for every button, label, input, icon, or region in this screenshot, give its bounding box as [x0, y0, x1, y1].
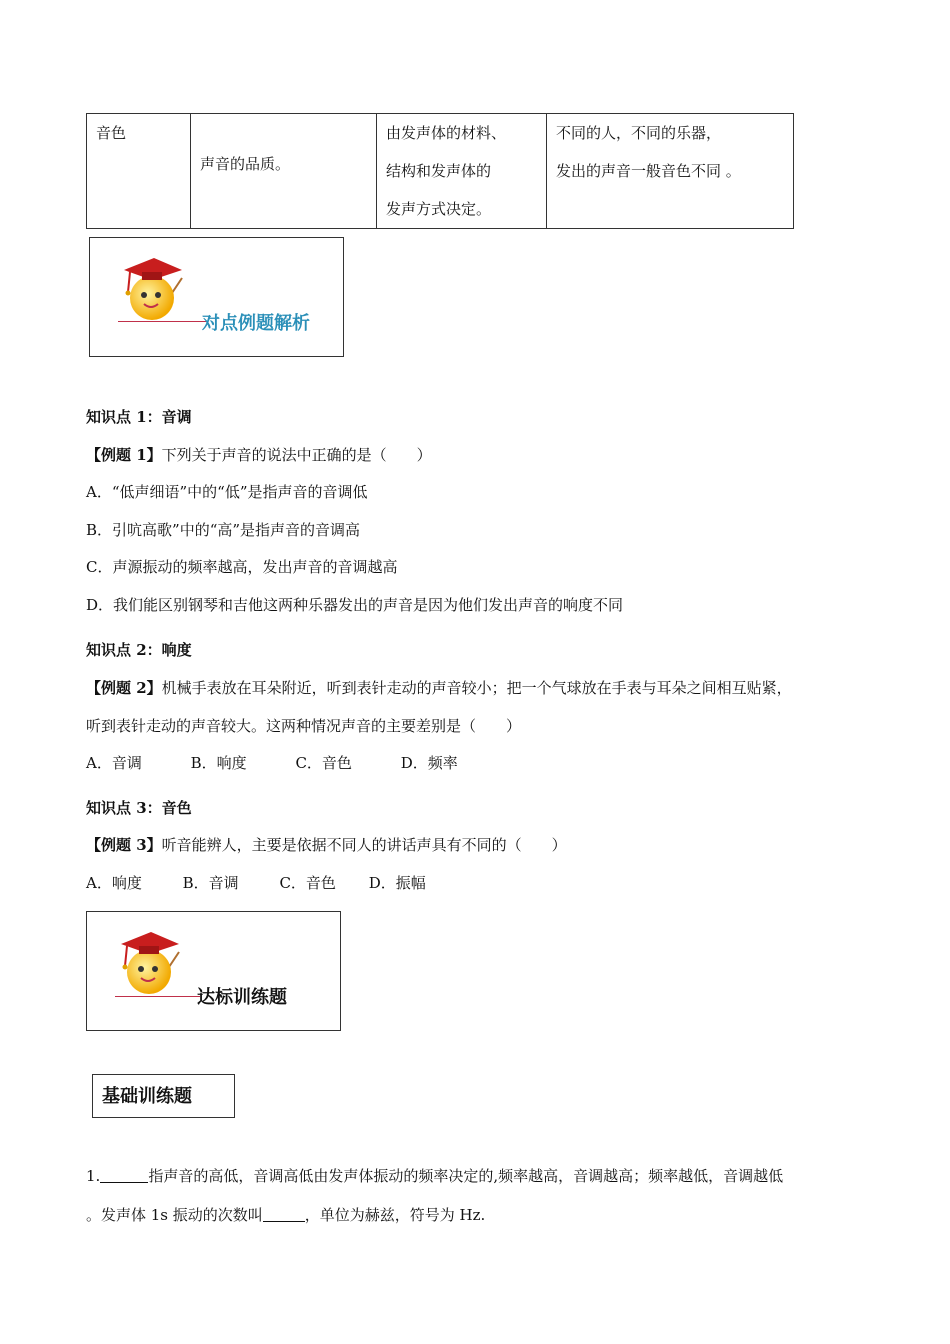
factor-line: 发声方式决定。	[386, 200, 492, 218]
option-c: C．声源振动的频率越高，发出声音的音调越高	[86, 558, 398, 576]
banner-underline	[115, 996, 200, 997]
training-banner	[86, 911, 341, 1031]
question-text: 机械手表放在耳朵附近，听到表针走动的声音较小；把一个气球放在手表与耳朵之间相互贴紧，	[161, 679, 792, 697]
example1-question	[86, 444, 432, 465]
example3-question	[86, 834, 567, 855]
option-a: A．音调	[86, 754, 142, 772]
option-a: A．“低声细语”中的“低”是指声音的音调低	[86, 483, 368, 501]
option-d: D．我们能区别钢琴和吉他这两种乐器发出的声音是因为他们发出声音的响度不同	[86, 596, 624, 614]
question-text: 。发声体 1s 振动的次数叫	[86, 1206, 263, 1224]
example-line: 不同的人，不同的乐器，	[556, 124, 722, 142]
kp1-heading: 知识点 1：音调	[86, 408, 192, 426]
definition-cell	[191, 114, 377, 229]
kp2-heading: 知识点 2：响度	[86, 641, 192, 659]
examples-cell	[547, 114, 794, 229]
banner-title: 达标训练题	[197, 987, 287, 1008]
example-line: 发出的声音一般音色不同 。	[556, 162, 741, 180]
section-title: 基础训练题	[92, 1074, 235, 1118]
option-d: D．频率	[400, 754, 458, 772]
option-d: D．振幅	[368, 874, 426, 892]
kp3-heading: 知识点 3：音色	[86, 799, 192, 817]
option-b: B．响度	[190, 754, 247, 772]
answer-blank[interactable]	[100, 1168, 148, 1183]
question-text: 听音能辨人，主要是依据不同人的讲话声具有不同的（ ）	[161, 836, 567, 854]
banner-underline	[118, 321, 208, 322]
option-b: B．音调	[182, 874, 239, 892]
question-text: 下列关于声音的说法中正确的是（ ）	[161, 446, 432, 464]
example3-options	[86, 872, 426, 893]
sound-property-table	[86, 113, 794, 229]
banner-title: 对点例题解析	[202, 313, 310, 334]
option-b: B．引吭高歌”中的“高”是指声音的音调高	[86, 521, 361, 539]
example-label: 【例题 1】	[86, 446, 162, 464]
example2-question-line1	[86, 677, 792, 698]
example-label: 【例题 2】	[86, 679, 162, 697]
factors-cell	[377, 114, 547, 229]
property-name: 音色	[96, 124, 127, 142]
question-text: 指声音的高低，音调高低由发声体振动的频率决定的,频率越高，音调越高；频率越低，音调越低	[148, 1167, 784, 1185]
question-1-line1	[86, 1165, 783, 1186]
option-a: A．响度	[86, 874, 142, 892]
question-1-line2	[86, 1204, 485, 1225]
question-text: ，单位为赫兹，符号为 Hz.	[304, 1206, 486, 1224]
property-name-cell	[87, 114, 191, 229]
factor-line: 结构和发声体的	[386, 162, 492, 180]
example-label: 【例题 3】	[86, 836, 162, 854]
example2-options	[86, 752, 458, 773]
answer-blank[interactable]	[263, 1207, 305, 1222]
table-row	[87, 114, 794, 229]
option-c: C．音色	[295, 754, 352, 772]
question-number: 1.	[86, 1167, 101, 1185]
option-c: C．音色	[279, 874, 336, 892]
scholar-mascot-icon	[110, 248, 190, 328]
scholar-mascot-icon	[107, 922, 187, 1002]
factor-line: 由发声体的材料、	[386, 124, 507, 142]
property-definition: 声音的品质。	[200, 155, 291, 173]
example-analysis-banner	[89, 237, 344, 357]
example2-question-line2: 听到表针走动的声音较大。这两种情况声音的主要差别是（ ）	[86, 717, 522, 735]
